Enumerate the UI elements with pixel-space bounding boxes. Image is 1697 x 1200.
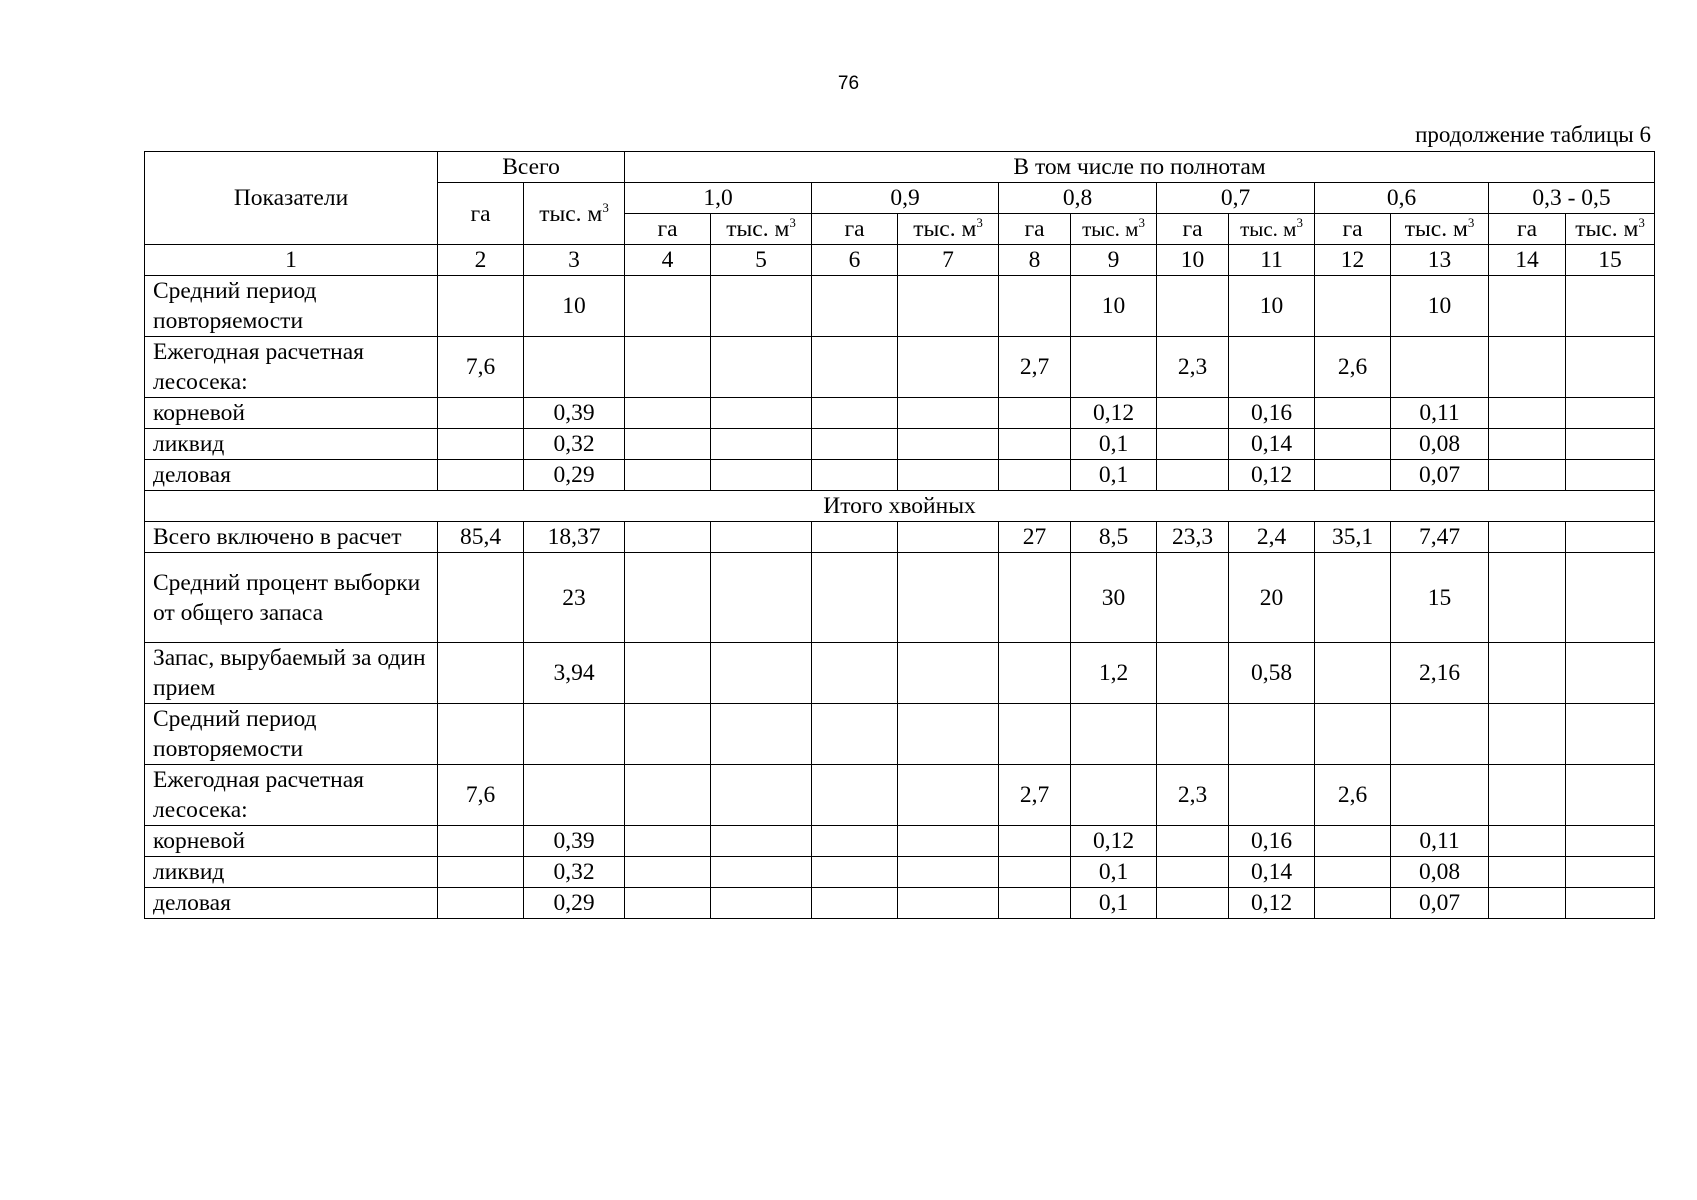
- table-cell: 30: [1071, 553, 1157, 643]
- table-cell: 0,12: [1229, 888, 1315, 919]
- table-cell: 0,12: [1071, 398, 1157, 429]
- table-cell: [1566, 826, 1655, 857]
- column-number: 15: [1566, 245, 1655, 276]
- table-cell: [1315, 857, 1391, 888]
- table-cell: 0,14: [1229, 857, 1315, 888]
- table-cell: 20: [1229, 553, 1315, 643]
- table-cell: 10: [524, 276, 625, 337]
- table-cell: [625, 276, 711, 337]
- table-cell: [625, 522, 711, 553]
- table-cell: [1489, 765, 1566, 826]
- table-cell: [999, 553, 1071, 643]
- table-cell: [1489, 398, 1566, 429]
- table-cell: [999, 857, 1071, 888]
- table-cell: 2,16: [1391, 643, 1489, 704]
- header-unit-volume: тыс. $м^3$: [1391, 214, 1489, 245]
- header-unit-ha: га: [1157, 214, 1229, 245]
- table-cell: [1489, 522, 1566, 553]
- table-cell: 0,11: [1391, 398, 1489, 429]
- table-cell: [711, 522, 812, 553]
- header-unit-ha: га: [999, 214, 1071, 245]
- table-cell: [625, 398, 711, 429]
- table-cell: [711, 765, 812, 826]
- row-label: Запас, вырубаемый за один прием: [145, 643, 438, 704]
- table-cell: 2,6: [1315, 337, 1391, 398]
- header-unit-ha: га: [812, 214, 898, 245]
- table-cell: [812, 429, 898, 460]
- table-cell: [1566, 398, 1655, 429]
- table-cell: [812, 704, 898, 765]
- table-cell: [438, 398, 524, 429]
- table-cell: 10: [1071, 276, 1157, 337]
- table-cell: 2,7: [999, 337, 1071, 398]
- table-cell: [898, 765, 999, 826]
- header-density-1: 1,0: [625, 183, 812, 214]
- table-cell: 0,39: [524, 826, 625, 857]
- header-total: Всего: [438, 152, 625, 183]
- table-cell: [1157, 643, 1229, 704]
- header-indicators: Показатели: [145, 152, 438, 245]
- table-cell: [625, 429, 711, 460]
- table-cell: [711, 643, 812, 704]
- table-cell: [1157, 826, 1229, 857]
- table-cell: [1566, 429, 1655, 460]
- column-number: 10: [1157, 245, 1229, 276]
- table-cell: [898, 643, 999, 704]
- table-cell: [999, 276, 1071, 337]
- table-cell: [898, 429, 999, 460]
- table-cell: [812, 888, 898, 919]
- table-cell: [1071, 704, 1157, 765]
- header-density-4: 0,7: [1157, 183, 1315, 214]
- table-cell: 0,16: [1229, 826, 1315, 857]
- table-cell: [1489, 888, 1566, 919]
- table-cell: 0,29: [524, 460, 625, 491]
- table-cell: [625, 643, 711, 704]
- table-cell: [1566, 553, 1655, 643]
- table-cell: 0,12: [1071, 826, 1157, 857]
- table-cell: [1489, 460, 1566, 491]
- column-number: 11: [1229, 245, 1315, 276]
- table-cell: [711, 826, 812, 857]
- table-row: [145, 398, 1655, 429]
- table-cell: [1315, 888, 1391, 919]
- table-cell: 0,14: [1229, 429, 1315, 460]
- table-cell: [812, 826, 898, 857]
- table-cell: 0,16: [1229, 398, 1315, 429]
- table-cell: 2,4: [1229, 522, 1315, 553]
- table-cell: [1566, 704, 1655, 765]
- table-cell: 0,39: [524, 398, 625, 429]
- table-cell: [999, 826, 1071, 857]
- table-cell: [625, 553, 711, 643]
- table-cell: 2,6: [1315, 765, 1391, 826]
- table-cell: [1315, 398, 1391, 429]
- table-cell: [438, 429, 524, 460]
- table-cell: [999, 398, 1071, 429]
- table-cell: [898, 398, 999, 429]
- column-number: 2: [438, 245, 524, 276]
- column-number: 6: [812, 245, 898, 276]
- table-cell: [1489, 826, 1566, 857]
- column-number: 7: [898, 245, 999, 276]
- table-cell: [1315, 460, 1391, 491]
- table-cell: [625, 857, 711, 888]
- table-cell: 2,7: [999, 765, 1071, 826]
- table-cell: [1315, 643, 1391, 704]
- table-cell: [898, 888, 999, 919]
- table-cell: [1489, 643, 1566, 704]
- table-cell: [438, 460, 524, 491]
- table-cell: [812, 276, 898, 337]
- header-density-5: 0,6: [1315, 183, 1489, 214]
- table-row: [145, 826, 1655, 857]
- header-density-6: 0,3 - 0,5: [1489, 183, 1655, 214]
- table-cell: 15: [1391, 553, 1489, 643]
- table-cell: [1315, 826, 1391, 857]
- table-cell: [1229, 765, 1315, 826]
- table-cell: 0,1: [1071, 460, 1157, 491]
- table-cell: [438, 826, 524, 857]
- table-cell: 0,1: [1071, 429, 1157, 460]
- table-cell: 7,6: [438, 337, 524, 398]
- table-cell: 0,08: [1391, 857, 1489, 888]
- table-cell: [1489, 553, 1566, 643]
- table-cell: [1157, 276, 1229, 337]
- table-cell: [1566, 522, 1655, 553]
- column-number: 5: [711, 245, 812, 276]
- column-number: 12: [1315, 245, 1391, 276]
- table-cell: [1229, 337, 1315, 398]
- table-cell: [1566, 765, 1655, 826]
- table-cell: [898, 276, 999, 337]
- header-unit-ha: га: [1315, 214, 1391, 245]
- page-number: 76: [837, 73, 860, 94]
- table-cell: 0,12: [1229, 460, 1315, 491]
- data-table: [144, 151, 1655, 919]
- table-cell: [1315, 704, 1391, 765]
- header-unit-volume: тыс. $м^3$: [898, 214, 999, 245]
- table-cell: [1315, 429, 1391, 460]
- header-unit-volume: тыс. $м^3$: [1229, 214, 1315, 245]
- table-row: [145, 765, 1655, 826]
- row-label: деловая: [145, 460, 438, 491]
- table-cell: [812, 765, 898, 826]
- table-row: [145, 429, 1655, 460]
- column-number: 3: [524, 245, 625, 276]
- table-cell: [1566, 460, 1655, 491]
- table-cell: 23,3: [1157, 522, 1229, 553]
- table-cell: [1157, 888, 1229, 919]
- table-cell: [1489, 429, 1566, 460]
- header-density-3: 0,8: [999, 183, 1157, 214]
- table-cell: 2,3: [1157, 765, 1229, 826]
- row-label: ликвид: [145, 429, 438, 460]
- table-caption: продолжение таблицы 6: [1415, 122, 1651, 147]
- table-cell: [625, 337, 711, 398]
- table-cell: [999, 643, 1071, 704]
- table-cell: [1157, 857, 1229, 888]
- table-row: [145, 888, 1655, 919]
- table-cell: 10: [1229, 276, 1315, 337]
- table-cell: 1,2: [1071, 643, 1157, 704]
- row-label: Средний период повторяемости: [145, 276, 438, 337]
- table-cell: [1489, 337, 1566, 398]
- table-cell: [1071, 765, 1157, 826]
- table-cell: 10: [1391, 276, 1489, 337]
- table-cell: [438, 276, 524, 337]
- table-cell: 0,1: [1071, 888, 1157, 919]
- table-cell: [524, 704, 625, 765]
- table-cell: [711, 429, 812, 460]
- table-row: [145, 857, 1655, 888]
- table-row: [145, 337, 1655, 398]
- header-unit-ha: га: [1489, 214, 1566, 245]
- table-cell: [1566, 276, 1655, 337]
- table-cell: [898, 704, 999, 765]
- table-cell: 7,6: [438, 765, 524, 826]
- table-cell: [711, 276, 812, 337]
- table-cell: [711, 553, 812, 643]
- table-cell: [1157, 704, 1229, 765]
- table-row: [145, 704, 1655, 765]
- table-cell: [1071, 337, 1157, 398]
- table-cell: [438, 857, 524, 888]
- table-cell: 0,11: [1391, 826, 1489, 857]
- header-unit-volume: тыс. $м^3$: [711, 214, 812, 245]
- table-cell: [438, 553, 524, 643]
- table-cell: 8,5: [1071, 522, 1157, 553]
- table-cell: [438, 704, 524, 765]
- table-cell: [1391, 704, 1489, 765]
- table-cell: [1566, 888, 1655, 919]
- table-cell: [1157, 460, 1229, 491]
- header-density-2: 0,9: [812, 183, 999, 214]
- table-cell: [1391, 765, 1489, 826]
- row-label: Ежегодная расчетная лесосека:: [145, 765, 438, 826]
- table-cell: [438, 643, 524, 704]
- table-cell: [1157, 429, 1229, 460]
- row-label: деловая: [145, 888, 438, 919]
- table-cell: [1566, 337, 1655, 398]
- table-cell: [898, 337, 999, 398]
- table-cell: [711, 857, 812, 888]
- row-label: Средний период повторяемости: [145, 704, 438, 765]
- table-cell: 3,94: [524, 643, 625, 704]
- table-cell: [1566, 857, 1655, 888]
- section-title: Итого хвойных: [145, 491, 1655, 522]
- column-number: 8: [999, 245, 1071, 276]
- table-cell: 85,4: [438, 522, 524, 553]
- table-cell: [1315, 276, 1391, 337]
- table-row: [145, 643, 1655, 704]
- table-cell: [898, 857, 999, 888]
- row-label: корневой: [145, 398, 438, 429]
- table-cell: [999, 888, 1071, 919]
- column-number: 13: [1391, 245, 1489, 276]
- table-cell: 0,32: [524, 429, 625, 460]
- table-cell: [1315, 553, 1391, 643]
- row-label: Всего включено в расчет: [145, 522, 438, 553]
- table-cell: [812, 643, 898, 704]
- table-cell: [898, 826, 999, 857]
- table-cell: 2,3: [1157, 337, 1229, 398]
- table-cell: 18,37: [524, 522, 625, 553]
- row-label: Средний процент выборки от общего запаса: [145, 553, 438, 643]
- row-label: Ежегодная расчетная лесосека:: [145, 337, 438, 398]
- table-cell: [1229, 704, 1315, 765]
- header-unit-volume: тыс. $м^3$: [1071, 214, 1157, 245]
- table-cell: 27: [999, 522, 1071, 553]
- table-cell: [625, 460, 711, 491]
- column-number: 1: [145, 245, 438, 276]
- table-cell: [524, 765, 625, 826]
- header-total-volume: тыс. $м^3$: [524, 183, 625, 245]
- table-cell: 35,1: [1315, 522, 1391, 553]
- header-unit-ha: га: [625, 214, 711, 245]
- table-cell: [1391, 337, 1489, 398]
- table-cell: [1489, 857, 1566, 888]
- table-cell: 0,07: [1391, 888, 1489, 919]
- table-cell: [812, 857, 898, 888]
- table-cell: [812, 398, 898, 429]
- table-cell: 7,47: [1391, 522, 1489, 553]
- table-cell: [711, 337, 812, 398]
- table-row: [145, 553, 1655, 643]
- table-cell: [1157, 398, 1229, 429]
- table-cell: 23: [524, 553, 625, 643]
- table-cell: [1489, 276, 1566, 337]
- table-cell: [625, 765, 711, 826]
- table-cell: 0,08: [1391, 429, 1489, 460]
- table-cell: [999, 704, 1071, 765]
- table-cell: [898, 553, 999, 643]
- table-cell: [711, 460, 812, 491]
- table-cell: [625, 888, 711, 919]
- column-number: 9: [1071, 245, 1157, 276]
- table-cell: [524, 337, 625, 398]
- table-cell: 0,29: [524, 888, 625, 919]
- table-cell: [625, 826, 711, 857]
- row-label: корневой: [145, 826, 438, 857]
- table-cell: [625, 704, 711, 765]
- column-number: 4: [625, 245, 711, 276]
- table-row: [145, 522, 1655, 553]
- header-unit-volume: тыс. $м^3$: [1566, 214, 1655, 245]
- row-label: ликвид: [145, 857, 438, 888]
- table-cell: 0,1: [1071, 857, 1157, 888]
- table-cell: 0,07: [1391, 460, 1489, 491]
- table-cell: [812, 337, 898, 398]
- table-row: [145, 276, 1655, 337]
- table-cell: [812, 553, 898, 643]
- table-cell: [999, 460, 1071, 491]
- column-number: 14: [1489, 245, 1566, 276]
- table-cell: [1157, 553, 1229, 643]
- header-by-density: В том числе по полнотам: [625, 152, 1655, 183]
- table-cell: [898, 460, 999, 491]
- table-cell: [711, 398, 812, 429]
- table-cell: [711, 704, 812, 765]
- table-cell: 0,58: [1229, 643, 1315, 704]
- table-cell: [438, 888, 524, 919]
- table-cell: [1489, 704, 1566, 765]
- table-cell: [999, 429, 1071, 460]
- header-total-ha: га: [438, 183, 524, 245]
- table-cell: [711, 888, 812, 919]
- table-cell: [898, 522, 999, 553]
- table-cell: [812, 522, 898, 553]
- table-cell: 0,32: [524, 857, 625, 888]
- table-row: [145, 460, 1655, 491]
- table-cell: [1566, 643, 1655, 704]
- table-cell: [812, 460, 898, 491]
